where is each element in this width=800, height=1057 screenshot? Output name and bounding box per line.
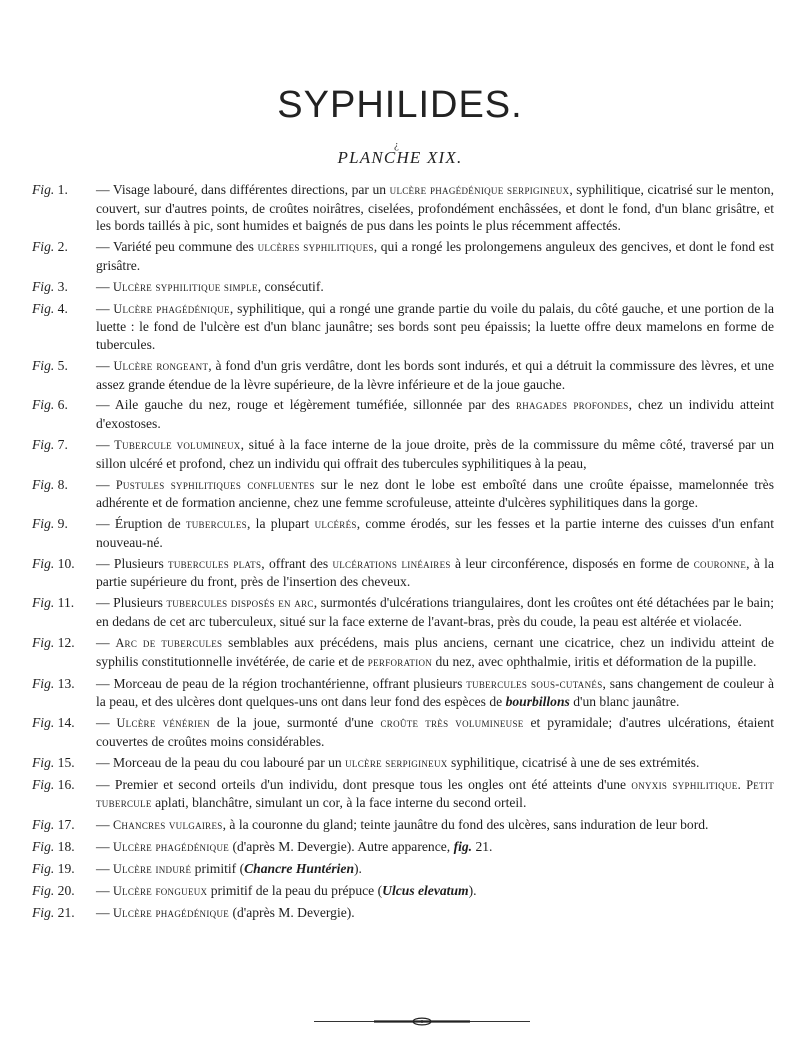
figure-num: 19. <box>54 861 75 877</box>
figure-num: 4. <box>54 300 68 316</box>
term-italic: Ulcus elevatum <box>382 883 469 899</box>
description-text: — Variété peu commune des <box>96 239 258 255</box>
figure-entry <box>32 634 774 671</box>
figure-num: 9. <box>54 516 68 532</box>
term-smallcaps: Ulcère phagédénique <box>113 301 230 316</box>
description-text: — Éruption de <box>96 516 186 532</box>
figure-label: Fig. <box>32 476 55 492</box>
figure-label: Fig. <box>32 754 55 770</box>
description-text: et pyramidale; d'autres ulcérations, étaient couvertes de croûtes moins considérables. <box>96 715 774 749</box>
term-smallcaps: Ulcère vénérien <box>116 716 210 731</box>
printer-mark: ¿ <box>394 139 399 151</box>
figure-number <box>32 396 68 414</box>
description-text: , syphilitique, cicatrisé sur le menton, couvert, sur d'autres points, de croûtes noirâtres, ciselées, profondément enchâssées, et dont le fond, d'un blanc grisâtre, et les bords taillés à pic, sont humides et baignés de pus dans les points le plus récemment affectés. <box>96 182 774 234</box>
figure-num: 16. <box>54 776 75 792</box>
figure-entry <box>32 714 774 750</box>
description-text: du nez, avec ophthalmie, iritis et déformation de la pupille. <box>432 653 757 669</box>
figure-legend-list <box>32 181 774 926</box>
description-text: primitif ( <box>191 861 245 877</box>
description-text: , surmontés d'ulcérations triangulaires, dont les croûtes ont été détachées par le bain; en dedans de cet arc tuberculeux, situé sur la face externe de l'avant-bras, près du coude, la peau est altérée et violacée. <box>96 595 775 629</box>
figure-label: Fig. <box>32 861 55 877</box>
figure-entry <box>32 278 774 297</box>
term-smallcaps: Ulcère phagédénique <box>113 840 230 855</box>
figure-entry <box>32 904 774 923</box>
figure-num: 12. <box>54 634 75 650</box>
description-text: — <box>96 278 113 294</box>
description-text: — <box>96 883 113 899</box>
term-smallcaps: Tubercule volumineux <box>114 438 241 453</box>
description-text: , situé à la face interne de la joue droite, près de la commissure du même côté, traversé par un sillon ulcéré et profond, chez un individu qui offrait des tubercules syphilitiques à la peau, <box>96 437 774 471</box>
ornamental-rule <box>314 1017 530 1026</box>
figure-label: Fig. <box>32 239 55 255</box>
figure-number <box>32 776 75 794</box>
term-smallcaps: Ulcère fongueux <box>113 884 208 899</box>
plate-subtitle: PLANCHE XIX. <box>337 148 463 167</box>
description-text: de la joue, surmonté d'une <box>209 715 381 731</box>
term-smallcaps: tubercules plats <box>168 556 262 571</box>
figure-num: 2. <box>54 239 68 255</box>
description-text: — Plusieurs <box>96 595 167 611</box>
description-text: , sans changement de couleur à la peau, et des ulcères dont quelques-uns ont dans leur fond des espèces de <box>96 675 774 710</box>
figure-entry <box>32 838 774 857</box>
term-smallcaps: rhagades profondes <box>515 398 629 413</box>
description-text: , à fond d'un gris verdâtre, dont les bords sont indurés, et qui a détruit la commissure des lèvres, et une assez grande étendue de la lèvre supérieure, de la lèvre inférieure et de la joue gauche. <box>96 357 775 392</box>
figure-label: Fig. <box>32 595 55 611</box>
description-text: — <box>96 300 114 316</box>
description-text: aplati, blanchâtre, simulant un cor, à la face interne du second orteil. <box>151 795 527 811</box>
figure-num: 21. <box>54 905 75 921</box>
figure-number <box>32 238 68 256</box>
figure-num: 8. <box>54 476 68 492</box>
description-text: — Aile gauche du nez, rouge et légèrement tuméfiée, sillonnée par des <box>96 397 516 413</box>
figure-number <box>32 860 75 878</box>
figure-entry <box>32 555 774 591</box>
figure-entry <box>32 238 774 274</box>
figure-entry <box>32 776 774 813</box>
description-text: sur le nez dont le lobe est emboîté dans une croûte épaisse, mamelonnée très adhérente et de formation ancienne, chez une femme scrofuleuse, atteinte d'ulcères syphilitiques dans la gorge. <box>96 476 774 511</box>
figure-label: Fig. <box>32 817 55 833</box>
figure-num: 7. <box>54 437 68 453</box>
description-text: , syphilitique, qui a rongé une grande partie du voile du palais, du côté gauche, et une portion de la luette : le fond de l'ulcère est d'un blanc jaunâtre; ses bords sont peu épaissis; la luette offre deux mamelons en forme de tubercules. <box>96 300 774 352</box>
description-text: — Morceau de peau de la région trochantérienne, offrant plusieurs <box>96 675 467 691</box>
term-smallcaps: perforation <box>367 654 433 669</box>
description-text: , offrant des <box>261 555 333 571</box>
figure-number <box>32 278 68 296</box>
figure-number <box>32 476 68 494</box>
description-text: , la plupart <box>246 516 315 532</box>
figure-number <box>32 357 68 375</box>
term-smallcaps: onyxis syphilitique <box>631 777 738 792</box>
description-text: — <box>96 476 116 492</box>
term-smallcaps: Ulcère syphilitique simple <box>113 279 258 294</box>
description-text: , consécutif. <box>257 278 324 294</box>
figure-entry <box>32 396 774 432</box>
description-text: — <box>96 861 113 877</box>
term-smallcaps: ulcérés <box>314 517 357 532</box>
term-smallcaps: tubercules sous-cutanés <box>466 676 603 691</box>
description-text: (d'après M. Devergie). <box>229 905 355 921</box>
term-smallcaps: Pustules syphilitiques confluentes <box>115 477 315 492</box>
description-text: , comme érodés, sur les fesses et la partie interne des cuisses d'un enfant nouveau-né. <box>96 516 774 550</box>
page-title: SYPHILIDES. <box>277 84 523 126</box>
figure-num: 13. <box>54 675 75 691</box>
description-text: — <box>96 817 113 833</box>
figure-num: 14. <box>54 715 75 731</box>
figure-entry <box>32 882 774 901</box>
description-text: ). <box>468 883 477 899</box>
figure-entry <box>32 515 774 551</box>
figure-entry <box>32 436 774 472</box>
figure-number <box>32 882 75 900</box>
figure-label: Fig. <box>32 516 55 532</box>
description-text: , à la partie supérieure du front, près de l'insertion des cheveux. <box>96 555 774 590</box>
term-smallcaps: Ulcère induré <box>113 862 192 877</box>
figure-num: 1. <box>54 182 68 197</box>
figure-label: Fig. <box>32 357 55 373</box>
figure-num: 3. <box>54 278 68 294</box>
figure-label: Fig. <box>32 397 55 413</box>
figure-entry <box>32 754 774 773</box>
description-text: semblables aux précédens, mais plus anciens, cernant une cicatrice, chez un individu atteint de syphilis constitutionnelle invétérée, de carie et de <box>96 634 774 669</box>
description-text: — Morceau de la peau du cou labouré par un <box>96 754 346 770</box>
description-text: — Visage labouré, dans différentes directions, par un <box>96 182 390 197</box>
figure-entry <box>32 357 774 393</box>
figure-number <box>32 181 68 199</box>
figure-label: Fig. <box>32 182 55 197</box>
figure-num: 11. <box>54 595 75 611</box>
figure-label: Fig. <box>32 634 55 650</box>
description-text: — <box>96 715 117 731</box>
figure-number <box>32 594 74 612</box>
figure-number <box>32 555 75 573</box>
term-smallcaps: ulcère phagédénique serpigineux <box>389 183 570 197</box>
figure-number <box>32 515 68 533</box>
term-smallcaps: croûte très volumineuse <box>380 716 524 731</box>
description-text: (d'après M. Devergie). Autre apparence, <box>229 839 454 855</box>
description-text: 21. <box>472 839 493 855</box>
figure-entry <box>32 860 774 879</box>
figure-label: Fig. <box>32 437 55 453</box>
figure-number <box>32 816 75 834</box>
figure-label: Fig. <box>32 839 55 855</box>
term-italic: bourbillons <box>505 694 570 710</box>
figure-label: Fig. <box>32 776 55 792</box>
figure-number <box>32 714 75 732</box>
term-smallcaps: Chancres vulgaires <box>113 818 223 833</box>
figure-number <box>32 300 68 318</box>
description-text: — <box>96 357 114 373</box>
term-smallcaps: Petit tubercule <box>96 777 774 811</box>
figure-num: 15. <box>54 754 75 770</box>
figure-label: Fig. <box>32 883 55 899</box>
figure-number <box>32 904 75 922</box>
figure-label: Fig. <box>32 905 55 921</box>
figure-num: 17. <box>54 817 75 833</box>
description-text: — <box>96 839 113 855</box>
description-text: , à la couronne du gland; teinte jaunâtre du fond des ulcères, sans induration de leur bord. <box>222 817 709 833</box>
description-text: ). <box>354 861 362 877</box>
term-smallcaps: Arc de tubercules <box>115 635 223 650</box>
figure-entry <box>32 300 774 354</box>
term-smallcaps: Ulcère rongeant <box>113 358 209 373</box>
description-text: — <box>96 905 113 921</box>
figure-label: Fig. <box>32 715 55 731</box>
figure-label: Fig. <box>32 675 55 691</box>
description-text: à leur circonférence, disposés en forme de <box>450 555 694 571</box>
figure-number <box>32 675 75 693</box>
term-smallcaps: tubercules disposés en arc <box>166 596 314 611</box>
figure-label: Fig. <box>32 278 55 294</box>
term-smallcaps: tubercules <box>185 517 247 532</box>
description-text: . <box>737 776 747 792</box>
figure-entry <box>32 675 774 711</box>
figure-number <box>32 634 75 652</box>
description-text: , chez un individu atteint d'exostoses. <box>96 397 774 432</box>
figure-label: Fig. <box>32 555 55 571</box>
description-text: — <box>96 437 115 453</box>
term-smallcaps: ulcérations linéaires <box>332 556 451 571</box>
figure-entry <box>32 816 774 835</box>
figure-num: 18. <box>54 839 75 855</box>
description-text: — Premier et second orteils d'un individu, dont presque tous les ongles ont été atteints d'une <box>96 776 632 792</box>
description-text: d'un blanc jaunâtre. <box>569 694 680 710</box>
figure-entry <box>32 181 774 235</box>
term-smallcaps: couronne <box>693 556 747 571</box>
figure-number <box>32 436 68 454</box>
term-smallcaps: Ulcère phagédénique <box>113 906 230 921</box>
term-italic: Chancre Huntérien <box>244 861 355 877</box>
figure-entry <box>32 476 774 512</box>
figure-entry <box>32 594 774 630</box>
figure-num: 6. <box>54 397 68 413</box>
figure-number <box>32 838 75 856</box>
figure-number <box>32 754 75 772</box>
description-text: syphilitique, cicatrisé à une de ses extrémités. <box>447 754 700 770</box>
description-text: — <box>96 634 116 650</box>
figure-num: 10. <box>54 555 75 571</box>
description-text: , qui a rongé les prolongemens anguleux des gencives, et dont le fond est grisâtre. <box>96 239 774 273</box>
figure-num: 5. <box>54 357 68 373</box>
term-italic: fig. <box>453 839 473 855</box>
figure-num: 20. <box>54 883 75 899</box>
figure-label: Fig. <box>32 300 55 316</box>
description-text: primitif de la peau du prépuce ( <box>207 883 383 899</box>
term-smallcaps: ulcère serpigineux <box>345 755 448 770</box>
term-smallcaps: ulcères syphilitiques <box>257 240 374 255</box>
description-text: — Plusieurs <box>96 555 169 571</box>
